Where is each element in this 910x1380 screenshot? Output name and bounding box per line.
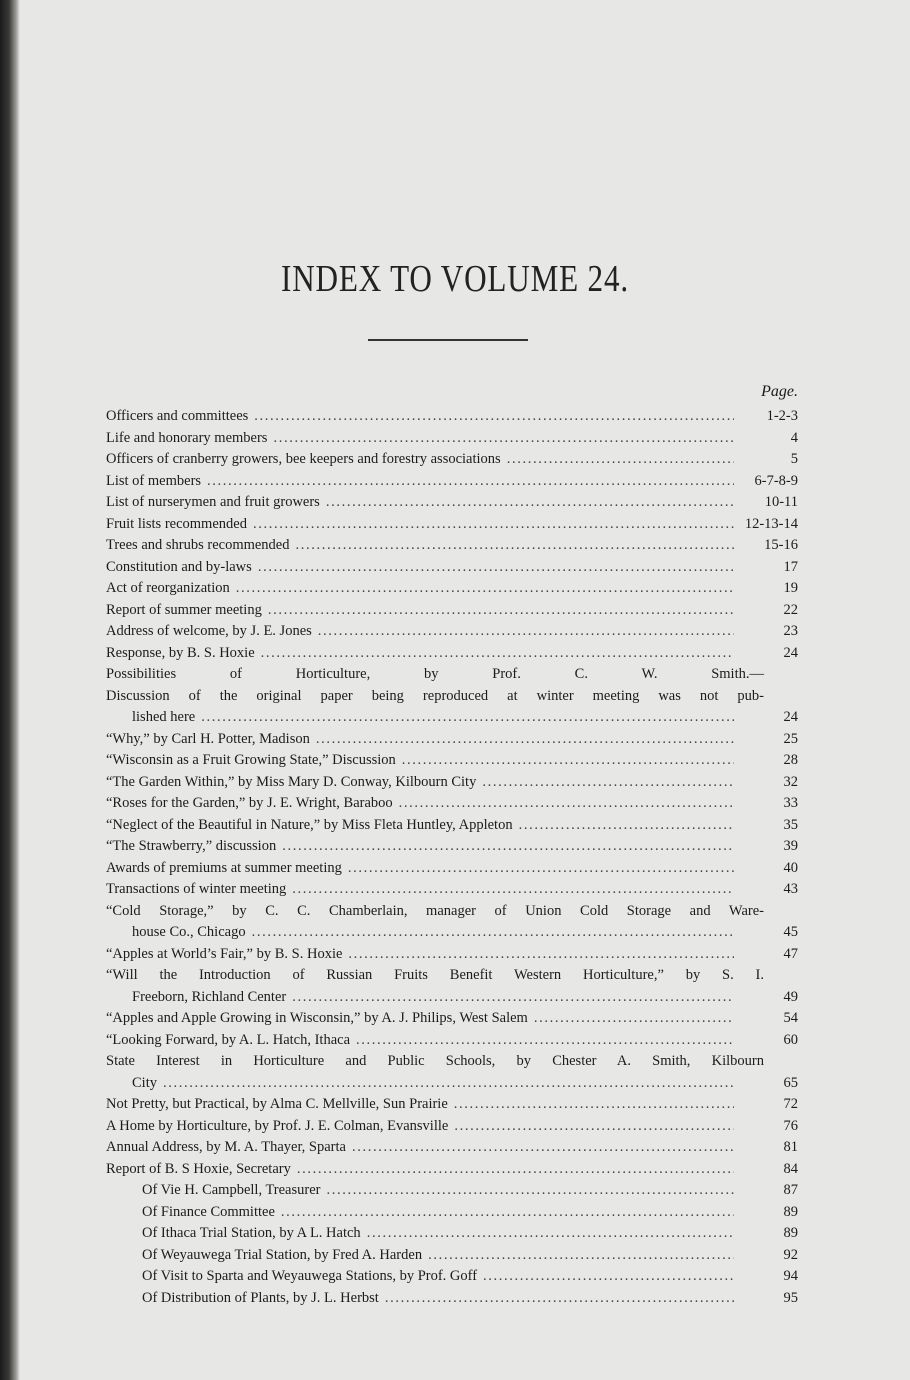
index-entry-page: 89: [783, 1225, 798, 1241]
index-entry: [106, 858, 798, 880]
index-entry-page: 47: [783, 945, 798, 962]
index-entry: [106, 1073, 798, 1095]
index-entry: [106, 1223, 798, 1245]
index-entry-title: house Co., Chicago: [132, 924, 246, 940]
leader-dots: [253, 514, 734, 536]
leader-dots: [352, 1137, 734, 1159]
index-entry-page: 10-11: [764, 494, 798, 510]
index-entry-title: “Apples at World’s Fair,” by B. S. Hoxie: [106, 945, 343, 962]
index-entry-title: Report of summer meeting: [106, 601, 262, 618]
leader-dots: [296, 535, 735, 557]
index-entry-title: Of Visit to Sparta and Weyauwega Stations, by Prof. Goff: [142, 1268, 478, 1284]
leader-dots: [297, 1159, 734, 1181]
index-entry: [106, 578, 798, 600]
index-entry-page: 94: [783, 1268, 798, 1284]
index-entry: [106, 471, 798, 493]
leader-dots: [482, 772, 734, 794]
index-entry-page: 24: [783, 644, 798, 661]
index-entry-title: “The Garden Within,” by Miss Mary D. Conway, Kilbourn City: [106, 773, 477, 790]
index-entry: [106, 750, 798, 772]
index-entry-page: 23: [783, 623, 798, 639]
index-entry: [106, 1180, 798, 1202]
leader-dots: [261, 643, 734, 665]
index-entry-page: 95: [783, 1289, 798, 1306]
index-entry-page: 19: [783, 580, 798, 596]
index-entry: [106, 987, 798, 1009]
index-entry: [106, 772, 798, 794]
leader-dots: [316, 729, 734, 751]
index-entry: [106, 492, 798, 514]
leader-dots: [318, 621, 734, 643]
index-entry-title: Transactions of winter meeting: [106, 881, 287, 897]
leader-dots: [282, 836, 734, 858]
leader-dots: [483, 1266, 734, 1288]
leader-dots: [236, 578, 734, 600]
leader-dots: [273, 428, 734, 450]
leader-dots: [534, 1008, 734, 1030]
index-entry-line: Discussion of the original paper being reproduced at winter meeting was not pub-: [106, 687, 764, 704]
leader-dots: [367, 1223, 734, 1245]
index-entry-title: Address of welcome, by J. E. Jones: [106, 623, 312, 639]
index-entry-page: 22: [783, 601, 798, 618]
index-entry-title: Of Finance Committee: [142, 1203, 275, 1220]
index-entry-page: 17: [783, 558, 798, 575]
leader-dots: [402, 750, 734, 772]
leader-dots: [326, 1180, 734, 1202]
leader-dots: [207, 471, 734, 493]
leader-dots: [292, 987, 734, 1009]
leader-dots: [356, 1030, 734, 1052]
index-entry-title: List of nurserymen and fruit growers: [106, 494, 320, 510]
index-entry-page: 72: [783, 1096, 798, 1112]
index-entry: [106, 944, 798, 966]
index-entry-title: List of members: [106, 472, 202, 489]
index-entry-title: “Wisconsin as a Fruit Growing State,” Discussion: [106, 752, 396, 768]
index-entry-page: 35: [783, 816, 798, 833]
book-spine-shadow: [0, 0, 20, 1380]
index-entry-title: Trees and shrubs recommended: [106, 537, 290, 553]
index-entry: [106, 729, 798, 751]
index-entry: [106, 406, 798, 428]
index-entry: [106, 879, 798, 901]
index-entry-title: Officers of cranberry growers, bee keepers and forestry associations: [106, 451, 501, 467]
index-entry-page: 84: [783, 1160, 798, 1177]
leader-dots: [254, 406, 734, 428]
index-entry: [106, 1094, 798, 1116]
leader-dots: [399, 793, 734, 815]
index-entry-page: 89: [783, 1203, 798, 1220]
index-entry-page: 40: [783, 859, 798, 876]
index-entry: [106, 1008, 798, 1030]
index-entry-title: “Neglect of the Beautiful in Nature,” by Miss Fleta Huntley, Appleton: [106, 816, 513, 833]
index-entry-line: Possibilities of Horticulture, by Prof. C. W. Smith.—: [106, 666, 764, 682]
index-entry-title: Constitution and by-laws: [106, 558, 252, 575]
leader-dots: [454, 1116, 734, 1138]
index-entry-title: Life and honorary members: [106, 429, 268, 446]
leader-dots: [348, 858, 734, 880]
index-entry: [106, 1159, 798, 1181]
page-title: INDEX TO VOLUME 24.: [281, 258, 629, 301]
index-entry: [106, 621, 798, 643]
index-entry-title: Of Ithaca Trial Station, by A L. Hatch: [142, 1225, 361, 1241]
index-entry-title: “Roses for the Garden,” by J. E. Wright, Baraboo: [106, 795, 393, 811]
index-entry-page: 15-16: [764, 537, 798, 553]
index-entry-page: 76: [783, 1117, 798, 1134]
index-entry-title: Of Vie H. Campbell, Treasurer: [142, 1182, 321, 1198]
leader-dots: [292, 879, 734, 901]
index-entry: [106, 557, 798, 579]
index-entry: [106, 1137, 798, 1159]
leader-dots: [268, 600, 734, 622]
index-entry-page: 43: [783, 881, 798, 897]
index-entry-page: 39: [783, 838, 798, 854]
index-entry: [106, 1288, 798, 1310]
index-entry-title: “The Strawberry,” discussion: [106, 838, 277, 854]
index-entry: [106, 514, 798, 536]
index-entry-title: Report of B. S Hoxie, Secretary: [106, 1160, 291, 1177]
index-entry-title: Of Distribution of Plants, by J. L. Herbst: [142, 1289, 379, 1306]
index-entry: [106, 922, 798, 944]
leader-dots: [252, 922, 734, 944]
index-entry-page: 12-13-14: [744, 515, 798, 532]
index-entry-title: Freeborn, Richland Center: [132, 988, 287, 1005]
title-rule: [368, 339, 528, 341]
index-entry-line: State Interest in Horticulture and Public Schools, by Chester A. Smith, Kilbourn: [106, 1053, 764, 1069]
index-entry-page: 65: [783, 1074, 798, 1091]
index-entry-page: 81: [783, 1139, 798, 1155]
leader-dots: [385, 1288, 734, 1310]
leader-dots: [507, 449, 734, 471]
index-entry-page: 4: [790, 429, 798, 446]
index-entry-title: Officers and committees: [106, 408, 249, 424]
index-entry-title: Awards of premiums at summer meeting: [106, 859, 342, 876]
index-entry: [106, 1266, 798, 1288]
index-entry-line: “Cold Storage,” by C. C. Chamberlain, manager of Union Cold Storage and Ware-: [106, 902, 764, 919]
index-entry: [106, 1202, 798, 1224]
index-entry: [106, 836, 798, 858]
index-entry-title: City: [132, 1074, 157, 1091]
index-list: [106, 406, 798, 1309]
index-entry-page: 92: [783, 1246, 798, 1263]
index-entry: [106, 535, 798, 557]
index-entry: [106, 449, 798, 471]
index-entry-title: Not Pretty, but Practical, by Alma C. Mellville, Sun Prairie: [106, 1096, 448, 1112]
index-entry-title: “Looking Forward, by A. L. Hatch, Ithaca: [106, 1031, 351, 1048]
index-entry-title: “Apples and Apple Growing in Wisconsin,” by A. J. Philips, West Salem: [106, 1010, 528, 1026]
page-column-header: Page.: [761, 383, 798, 400]
index-entry: [106, 428, 798, 450]
index-entry: [106, 1245, 798, 1267]
index-entry: [106, 1116, 798, 1138]
index-entry-page: 45: [783, 924, 798, 940]
index-entry-page: 33: [783, 795, 798, 811]
index-entry: [106, 815, 798, 837]
leader-dots: [519, 815, 734, 837]
leader-dots: [201, 707, 734, 729]
index-entry-page: 32: [783, 773, 798, 790]
index-entry-title: Act of reorganization: [106, 580, 230, 596]
index-entry-title: Response, by B. S. Hoxie: [106, 644, 255, 661]
leader-dots: [281, 1202, 734, 1224]
index-entry-title: Fruit lists recommended: [106, 515, 247, 532]
index-entry-title: A Home by Horticulture, by Prof. J. E. Colman, Evansville: [106, 1117, 449, 1134]
index-entry: [106, 643, 798, 665]
index-entry: [106, 793, 798, 815]
leader-dots: [163, 1073, 734, 1095]
index-entry-title: “Why,” by Carl H. Potter, Madison: [106, 730, 310, 747]
index-entry-title: lished here: [132, 709, 196, 725]
leader-dots: [348, 944, 734, 966]
index-entry-title: Of Weyauwega Trial Station, by Fred A. Harden: [142, 1246, 423, 1263]
index-entry-page: 87: [783, 1182, 798, 1198]
index-entry-page: 49: [783, 988, 798, 1005]
index-entry-page: 25: [783, 730, 798, 747]
index-entry-page: 60: [783, 1031, 798, 1048]
index-entry-page: 28: [783, 752, 798, 768]
leader-dots: [454, 1094, 734, 1116]
index-entry-page: 24: [783, 709, 798, 725]
index-entry: [106, 707, 798, 729]
index-entry-page: 5: [790, 451, 798, 467]
index-entry-page: 54: [783, 1010, 798, 1026]
leader-dots: [428, 1245, 734, 1267]
index-entry-page: 6-7-8-9: [754, 472, 798, 489]
index-entry-title: Annual Address, by M. A. Thayer, Sparta: [106, 1139, 346, 1155]
index-entry: [106, 600, 798, 622]
index-entry-line: “Will the Introduction of Russian Fruits Benefit Western Horticulture,” by S. I.: [106, 967, 764, 983]
index-entry: [106, 1030, 798, 1052]
index-entry-page: 1-2-3: [766, 408, 798, 424]
leader-dots: [326, 492, 734, 514]
leader-dots: [258, 557, 734, 579]
